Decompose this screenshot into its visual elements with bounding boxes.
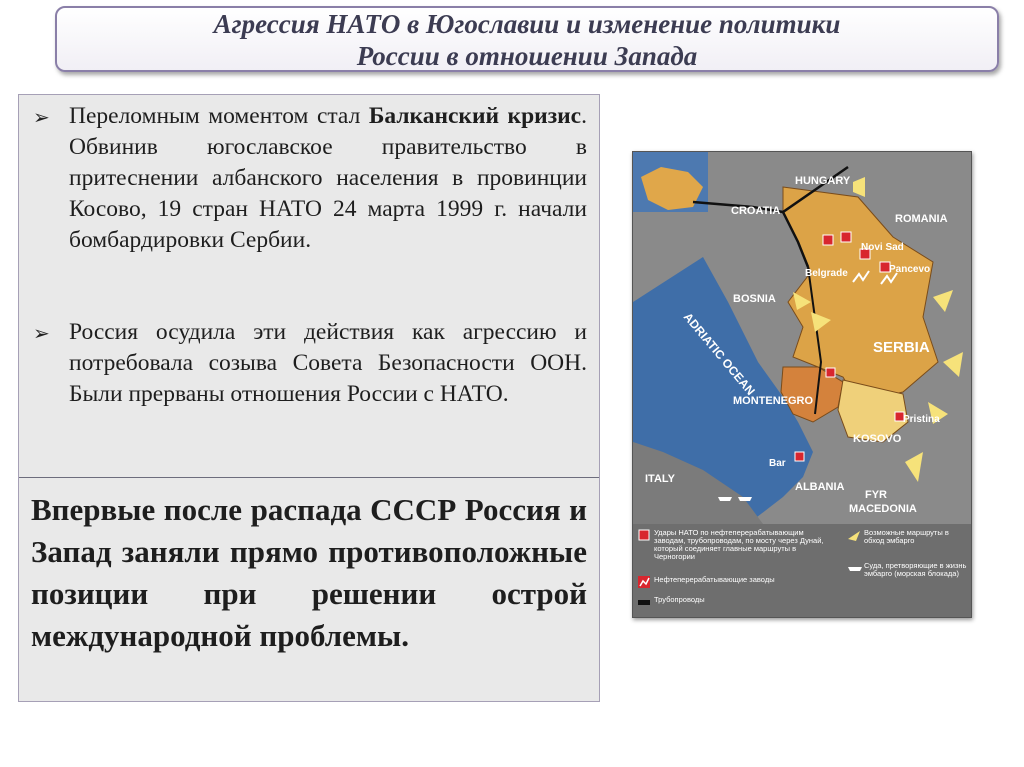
label-fyr: FYR [865,489,887,501]
label-montenegro: MONTENEGRO [733,395,814,407]
legend-ships-text: Суда, претворяющие в жизнь эмбарго (морская блокада) [864,561,967,578]
strike-marker-icon [638,529,650,541]
text-panel [18,94,600,702]
bullet-section [19,95,599,478]
strike-marker [841,232,851,242]
label-macedonia: MACEDONIA [849,503,917,515]
map-graphic [633,152,971,524]
label-kosovo: KOSOVO [853,433,902,445]
legend-pipelines-text: Трубопроводы [654,595,705,604]
bullet-1-text-end: . Обвинив югославское правительство в притеснении албанского населения в провинции Косово, 19 стран НАТО 24 марта 1999 г. начали бомбардировки Сербии. [69,103,587,253]
bullet-paragraph-1 [69,101,587,256]
bullet-arrow-icon: ➢ [33,321,50,345]
strike-marker [826,368,835,377]
label-croatia: CROATIA [731,205,781,217]
label-albania: ALBANIA [795,481,845,493]
label-bosnia: BOSNIA [733,293,776,305]
label-bar: Bar [769,458,786,469]
yugoslavia-map [632,151,972,618]
legend-strikes-text: Удары НАТО по нефтеперерабатывающим заводам, трубопроводам, по мосту через Дунай, который соединяет главные маршруты в Черногории [654,528,824,561]
refinery-icon [638,576,650,588]
route-arrow-icon [848,529,860,541]
label-romania: ROMANIA [895,213,948,225]
bullet-1-text-start: Переломным моментом стал [69,103,369,129]
ship-icon [848,562,862,572]
legend-routes-text: Возможные маршруты в обход эмбарго [864,528,949,545]
map-legend [633,524,971,617]
title-box [55,6,999,72]
label-pancevo: Pancevo [889,264,931,275]
label-serbia: SERBIA [873,339,930,356]
pipeline-icon [638,596,650,608]
bullet-arrow-icon: ➢ [33,105,50,129]
title-line-1: Агрессия НАТО в Югославии и изменение политики [213,9,841,39]
label-italy: ITALY [645,473,675,485]
legend-refineries-text: Нефтеперерабатывающие заводы [654,575,775,584]
label-hungary: HUNGARY [795,175,851,187]
label-adriatic-ocean: ADRIATIC OCEAN [680,309,758,398]
label-novi-sad: Novi Sad [861,242,904,253]
title-line-2: России в отношении Запада [356,41,698,71]
bullet-paragraph-2: Россия осудила эти действия как агрессию и потребовала созыва Совета Безопасности ООН. Были прерваны отношения России с НАТО. [69,319,587,407]
strike-marker [823,235,833,245]
label-belgrade: Belgrade [805,268,848,279]
strike-marker [795,452,804,461]
label-pristina: Pristina [903,414,940,425]
bullet-1-bold-term: Балканский кризис [368,103,582,129]
conclusion-text: Впервые после распада СССР Россия и Запад заняли прямо противоположные позиции при решении острой международной проблемы. [31,492,587,653]
